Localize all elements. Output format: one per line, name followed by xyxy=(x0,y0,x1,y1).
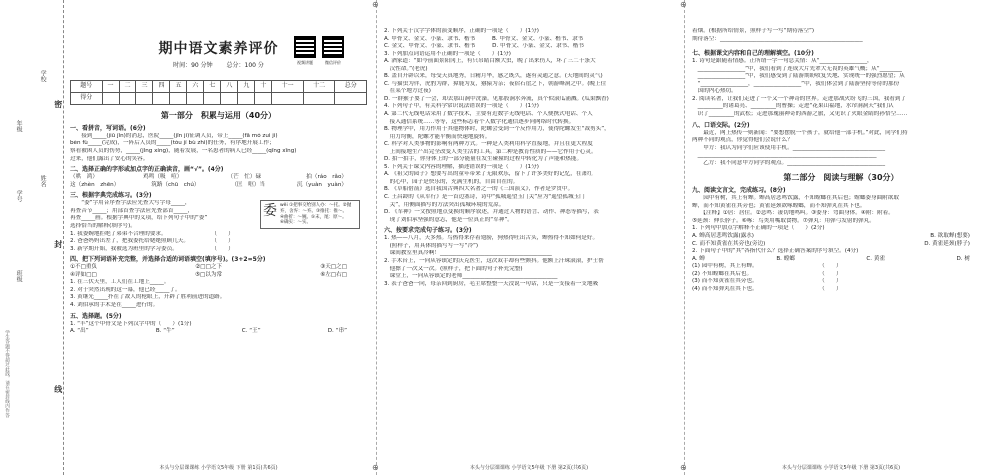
score-input-cell[interactable] xyxy=(221,93,238,105)
score-cell: 得分 xyxy=(71,93,103,105)
question-line: 的心中，园子是快乐的，充满生机的，自由自在的。 xyxy=(384,178,519,185)
exam-title: 期中语文素养评价 xyxy=(158,41,279,57)
section-8-body xyxy=(692,130,990,168)
question-line: A. 甲骨文、金文、小篆、隶书、楷书 B. 甲骨文、金文、小篆、楷书、隶书 xyxy=(384,35,584,42)
question-line: B. 盖自开辟以来，每受天真地秀，日精月华，感之既久，遂有灵通之意。(天地间的灵气) xyxy=(384,73,603,80)
question-line: C. 科学对人类事物的影响有两种方式。一种是人类利用科学直接地，并且在更大程度 xyxy=(384,141,593,148)
score-input-cell[interactable] xyxy=(335,93,367,105)
seal-char-xian: 线 xyxy=(53,385,63,393)
question-line: 用力均衡，陀螺才能平衡而快速地旋转。 xyxy=(384,133,491,140)
question-line: 3. 下列加点词语运用不正确的一项是（ ）(1分) xyxy=(384,50,511,57)
exam-header xyxy=(70,40,367,78)
score-input-cell[interactable] xyxy=(187,93,204,105)
choice-option[interactable]: B. “牛” xyxy=(155,328,175,335)
qr-code-wechat[interactable] xyxy=(322,36,344,58)
question-options xyxy=(692,241,990,249)
section-8-line: 乙方：我不同意甲方同学的观点。___________________________________ xyxy=(692,159,885,166)
page-footer: 本头与分层课课练 小学语文5年级 下册 第3页(共6页) xyxy=(781,465,901,472)
margin-label-school: 学校 xyxy=(39,70,47,82)
idiom-blank[interactable]: ①不□重负 xyxy=(70,264,98,271)
passage-line: 【注释】①居：居住。②悲鸣：凄切地鸣叫。③委身：弯曲身体。④附：附着。 xyxy=(692,210,894,217)
score-input-cell[interactable] xyxy=(204,93,221,105)
section-4-words xyxy=(70,272,367,280)
qr-code-video[interactable] xyxy=(294,36,316,58)
seal-char-feng: 封 xyxy=(53,240,63,248)
section-4-item: 2. 对于突然出现的这一幕，他已经_____了。 xyxy=(70,286,181,293)
question-line: A. 《祖父的园子》想要写出的童年带来了无限欢乐，留下了许多美好的记忆，在萧红 xyxy=(384,171,593,178)
question-line: 关”，用侧面描写的方法突出孤城环境的荒凉。 xyxy=(384,201,505,208)
idiom-blank[interactable]: ⑥左□右□ xyxy=(320,271,347,278)
section-8-line: 甲方：我认为同学们应该使用手机。_________________________________ xyxy=(692,144,885,151)
passage-line: 园中有树，其上有蝉。蝉高居悲鸣饮露，不知螳螂在其后也；螳螂委身曲附欲取 xyxy=(692,195,899,202)
seal-char-mi: 密 xyxy=(53,100,63,108)
choice-option[interactable]: 鸡鸣（吸 喧） xyxy=(143,174,183,181)
choice-option[interactable]: D. “串” xyxy=(327,328,347,335)
passage-line: ⑤延颈：伸长脖子。⑥啄：鸟类用嘴取食物。⑦弹丸：用弹弓发射的弹丸。 xyxy=(692,217,875,224)
choice-option[interactable]: A. “出” xyxy=(70,328,89,335)
section-6-line: 2. 手术台上，一向从容镇定的沃克医生，这次双手却有些颤抖。他额上汗珠滚滚，护士帮 xyxy=(384,257,604,264)
question-subitem: (3) 而不知黄雀在其旁也。 （ ） xyxy=(692,278,842,285)
score-input-cell[interactable] xyxy=(303,93,335,105)
score-input-cell[interactable] xyxy=(119,93,136,105)
section-7-line: _________________”中，我们感受到了陆游期盼收复失地、实现统一的强烈愿望；从 xyxy=(692,73,905,80)
question-stem: 1. 下列句中加点字解释不正确的一项是（ ）(2分) xyxy=(692,225,825,232)
binding-margin xyxy=(0,0,64,475)
section-6-line: (照样子，用具体的描写写一写“冷”) xyxy=(384,242,479,249)
question-stem: 1. “丰”这个甲骨文是下列汉字中的（ ）(1分) xyxy=(70,320,192,327)
choice-option[interactable]: （匡 哐）当 xyxy=(231,181,266,188)
margin-label-id: 学号 xyxy=(15,190,23,202)
score-input-cell[interactable] xyxy=(238,93,255,105)
score-cell: 二 xyxy=(119,81,136,93)
section-2-options xyxy=(70,182,367,190)
question-line: D. 一群猴子耍了一会，却去那山涧中洗澡。见那股涧水奔流，真个似滚瓜涌溅。(瓜果飘香) xyxy=(384,95,609,102)
choice-option[interactable]: B. 螳螂 xyxy=(776,255,795,262)
dictionary-entry-box xyxy=(260,200,360,229)
score-cell: 九 xyxy=(238,81,255,93)
score-cell: 十 xyxy=(255,81,272,93)
crop-mark: ⊕ xyxy=(680,463,687,472)
section-3-line: 选择恰当的解释(填序号)。 xyxy=(70,223,136,229)
choice-option[interactable]: B. 欲取蝉(想要) xyxy=(930,233,970,240)
section-7-line: _________________”中，我们看到了连成大片先辈大无畏的英雄气概；从“________ xyxy=(692,65,902,72)
score-input-cell[interactable] xyxy=(102,93,119,105)
margin-label-grade: 年级 xyxy=(15,120,23,132)
section-1-line: 察看被困人员的伤势，_____(jǐng xíng)，随着发展，一名患者的病人已经_____(qīng xīng) xyxy=(70,147,297,154)
question-line: 4. 下列句子中，有关科学常识说法错误的一项是（ ）(1分) xyxy=(384,103,539,110)
section-7-body xyxy=(692,58,990,118)
section-8-line: 两种不同的观点，你觉得他们会说什么？ xyxy=(692,137,793,144)
score-input-cell[interactable] xyxy=(153,93,170,105)
choice-option[interactable]: 沉（yuàn yuàn） xyxy=(296,181,347,188)
question-line: 5. 下列关于课文内容的理解，描述错误的一项是（ ）(1分) xyxy=(384,163,539,170)
question-line: 在某个地方过夜) xyxy=(384,88,431,95)
score-cell: 八 xyxy=(221,81,238,93)
choice-option[interactable]: （芒 忙）碌 xyxy=(227,174,262,181)
score-cell: 题号 xyxy=(71,81,103,93)
section-3-line: 再查_____画。根据字典中的义项，给下列句子中的“委” xyxy=(70,215,208,222)
question-subitem: (1) 园中有树，其上有蝉。 （ ） xyxy=(692,263,842,270)
continued-line: 着烟。(根据所给情景，照样子写一写“期待落空”) xyxy=(692,28,815,34)
question-subitem: (4) 而不知弹丸在其下也。 （ ） xyxy=(692,285,842,292)
qr-label-video: 视频讲题 xyxy=(297,60,313,65)
score-table xyxy=(70,80,367,105)
section-7-line: 1. 诗句是跟随着情感。正所谓一字一句总关情：从“_________________， xyxy=(692,58,873,65)
part-one-heading: 第一部分 积累与运用（40分） xyxy=(160,111,277,120)
crop-mark: ⊕ xyxy=(372,463,379,472)
question-line: D. 拍一拍手，你身体上的一部分能量在发生碰撞的过程中转化为了声能和热能。 xyxy=(384,156,583,163)
page-1 xyxy=(66,0,371,475)
page-2 xyxy=(380,0,678,475)
passage-line: 蝉，而不知黄雀在其旁也；黄雀延颈欲啄螳螂，而不知弹丸在其下也。 xyxy=(692,202,866,209)
question-line: 上间接地生产出完全改变人类生活的工具。第二种是教育性质的——它作用于心灵。 xyxy=(384,148,597,155)
idiom-blank[interactable]: ④评如□□ xyxy=(70,271,97,278)
question-line: 2. 下列关于汉字字体的演变顺序，正确的一项是（ ）(1分) xyxy=(384,28,539,34)
idiom-blank[interactable]: ⑤□以为常 xyxy=(194,271,223,278)
score-cell: 七 xyxy=(204,81,221,93)
margin-label-name: 姓名 xyxy=(39,175,47,187)
part-two-heading: 第二部分 阅读与理解（30分） xyxy=(783,173,899,183)
dictionary-sense: ⑥确实：～实。 xyxy=(280,220,312,226)
choice-option[interactable]: 筑路（chū chú） xyxy=(151,181,200,188)
page-footer: 本头与分层课课练 小学语文5年级 下册 第2页(共6页) xyxy=(469,465,589,472)
section-4-item: 3. 黄继光_____扑在了敌人的枪眼上，开辟了胜利前进的道路。 xyxy=(70,294,226,301)
dictionary-sense: ④曲折：～婉。⑤末，尾：原～。 xyxy=(280,214,347,220)
fold-line-right xyxy=(684,0,685,475)
answer-line[interactable]: 期待落空：___________________________________________________ xyxy=(692,35,863,42)
choice-option[interactable]: C. 而不知黄雀在其旁也(旁边) xyxy=(692,240,766,247)
question-options xyxy=(692,256,990,264)
section-4-item: 1. 在三伏天里，工人们在工地上_____。 xyxy=(70,279,170,286)
score-input-cell[interactable] xyxy=(170,93,187,105)
question-line: A. 酒家道：“如今前面景阳冈上，有只吊睛白额大虫，晚了出来伤人，坏了三二十条大 xyxy=(384,58,596,65)
question-line: 汉性命。”(老虎) xyxy=(384,65,428,72)
section-2-title: 二、选择正确的字形或加点字的正确读音，画“√”。(4分) xyxy=(70,166,224,174)
question-list xyxy=(384,28,674,224)
section-7-line: 识了_________的武松；走进那瑰丽神奇的西游之旅，又见识了火眼金睛的孙悟空…… xyxy=(692,111,908,118)
choice-option[interactable]: A. 蝉高居悲鸣饮露(露水) xyxy=(692,233,754,240)
section-6-body xyxy=(384,235,674,288)
page-3 xyxy=(688,0,994,475)
section-7-line: 2. 阅读名著，让我们走进了一个又一个神奇的世界。走进那战火纷飞的三国，我看到了 xyxy=(692,95,907,102)
question-line: 现了刘伯承坚强的意志，他是一位真正的“军神”。 xyxy=(384,216,513,223)
idiom-blank[interactable]: ②□□之下 xyxy=(195,264,223,271)
choice-option[interactable]: 拍（ráo rǎo） xyxy=(306,174,347,181)
question-stem: 2. 下面句子中的“其”各指代什么？选择正确答案的序号填空。(4分) xyxy=(692,248,859,255)
section-1-line: bèn fù_____(完成)，一阵后人员的_____(tóu jí bù zhì)的任务，有序地开展工作； xyxy=(70,140,275,147)
exam-time: 时间：90 分钟 xyxy=(173,61,213,69)
section-1-line: 过来，他们露出了安心的笑容。 xyxy=(70,155,149,162)
margin-label-class: 班级 xyxy=(15,270,23,282)
score-cell: 六 xyxy=(187,81,204,93)
section-6-title: 六、按要求完成句子练习。(3分) xyxy=(384,227,472,235)
section-3-item: 3. 新学期开始，我被选为班里的学习委员。 （ ） xyxy=(70,245,234,252)
score-cell: 五 xyxy=(170,81,187,93)
score-cell: 一 xyxy=(102,81,119,93)
section-8-line: 最近，网上热传一则新闻：“要想摆脱一个孩子，就给他一部手机。”对此，同学们持 xyxy=(692,129,908,136)
section-3-line: “委”字用音序查字法应先查大写字母_____， xyxy=(70,200,191,207)
dictionary-sense: 弃，舍弃：～弃。③推托：推～。 xyxy=(280,208,348,214)
qr-label-wechat: 微信评价 xyxy=(325,60,341,65)
section-3-body xyxy=(70,200,367,230)
question-line: A. 第二代无线电话采用了数字技术，主要有近数字无线电话、个人便携式电话、个人 xyxy=(384,111,593,118)
choice-option[interactable]: D. 黄雀延颈(脖子) xyxy=(924,240,970,247)
section-1-title: 一、看拼音，写词语。(6分) xyxy=(70,124,146,132)
score-table-score-row xyxy=(71,93,367,105)
page-footer: 本头与分层课课练 小学语文5年级 下册 第1页(共6页) xyxy=(159,465,278,472)
section-3-item: 1. 我委婉地拒绝了弟弟不合理的要求。 （ ） xyxy=(70,230,234,237)
exam-total-score: 总分：100 分 xyxy=(226,61,264,69)
section-4-item: 4. 刘伯承的手术是在_____进行的。 xyxy=(70,302,159,309)
choice-option[interactable]: A. 蝉 xyxy=(692,255,705,262)
score-input-cell[interactable] xyxy=(255,93,272,105)
section-6-line: 课间教室里真冷啊！________________________________________ xyxy=(384,250,552,257)
section-3-line: 再查音节_____；用部首查字法应先查部首_____， xyxy=(70,207,194,214)
section-6-line: 他擦了一次又一次。(照样子，把下面的句子补充完整) xyxy=(384,265,523,272)
section-6-line: 1. 热——八月，天多热。鸟热得来存着翅膀，狗热得吐出舌头，蝉热得不知如何是好。 xyxy=(384,235,599,242)
score-cell: 十二 xyxy=(303,81,335,93)
score-table-header-row xyxy=(71,81,367,93)
question-line: C. 王昌龄的《从军行》是一首边塞诗，诗中“孤城遥望玉门关”应为“遥望孤城玉门 xyxy=(384,194,585,201)
question-options xyxy=(70,328,367,336)
seal-notice: 学生答题不得超过此线，请在密封线内作答 xyxy=(4,330,10,418)
section-8-line: ________________________________________________________________ xyxy=(692,152,877,159)
section-7-line: 国的内心热切。 xyxy=(692,88,737,95)
crop-mark: ⊕ xyxy=(372,0,379,9)
score-cell: 四 xyxy=(153,81,170,93)
crop-mark: ⊕ xyxy=(680,0,687,9)
question-line: B. 《草船借箭》选自我国古典四大名著之一的《三国演义》，作者是罗贯中。 xyxy=(384,186,574,193)
section-3-title: 三、根据字典完成练习。(3分) xyxy=(70,192,152,200)
question-line: C. 与猫虫为伴，虎豹为群，獐鹿为友，猕猿为亲；夜宿石崖之下，朝游峰洞之中。(晚上住 xyxy=(384,80,607,87)
section-3-item: 2. 爸爸妈妈出差了，把我委托给姥姥照顾几天。 （ ） xyxy=(70,238,234,245)
fold-line-left xyxy=(376,0,377,475)
score-input-cell[interactable] xyxy=(272,93,304,105)
question-subitem: (2) 不知螳螂在其后也。 （ ） xyxy=(692,270,842,277)
section-2-options xyxy=(70,174,367,182)
section-5-title: 五、选择题。(5分) xyxy=(70,312,122,320)
passage-text xyxy=(692,195,990,225)
score-cell: 三 xyxy=(136,81,153,93)
section-7-line: _________的诸葛亮、_________的曹操；走进“花果山福地，水帘洞洞天”我们认 xyxy=(692,103,894,110)
question-line: C. 金文、甲骨文、小篆、隶书、楷书 D. 甲骨文、小篆、金文、隶书、楷书 xyxy=(384,43,584,50)
question-line: D. 《军神》一文按照地点变换的顺序叙述，并通过人物的语言、动作、神态等描写，表 xyxy=(384,209,599,216)
score-input-cell[interactable] xyxy=(136,93,153,105)
choice-option[interactable]: （哄 鸿） xyxy=(70,174,98,181)
choice-option[interactable]: C. “王” xyxy=(241,328,261,335)
question-line: 接入通信系统……等等，这些标志着个人数字化通信逐步向网络时代转换。 xyxy=(384,118,575,125)
question-line: B. 物理学中，用力作用于其他物体时，陀螺会受到一个反作用力，使得陀螺发生“裁剪头”， xyxy=(384,126,610,133)
section-6-line: 课堂上，一向从容镇定的老师__________________________________ xyxy=(384,273,558,280)
score-cell: 十一 xyxy=(272,81,304,93)
dictionary-headword: 委 xyxy=(263,203,277,220)
question-options xyxy=(692,233,990,241)
section-6-line: 3. 表子爸爸一向，母亲回到厨房，毛主席整整一天没说一句话，只是一支接着一支地吸 xyxy=(384,280,599,287)
section-7-line: “_________________，_________________”中，我们体会到了陆游坚持等待的那份 xyxy=(692,80,900,87)
section-4-title: 四、把下列词语补充完整，并选择合适的词语填空(填序号)。(3+2=5分) xyxy=(70,256,266,264)
section-1-line: 接到_____(jiū jǐn)的消息，医院_____(jǐn jí)征调人员，带上_____(fā mó zuì jì) xyxy=(70,132,278,139)
score-cell: 总分 xyxy=(335,81,367,93)
section-7-title: 七、根据课文内容和自己的理解填空。(10分) xyxy=(692,50,814,58)
section-8-title: 八、口语交际。(2分) xyxy=(692,121,750,129)
choice-option[interactable]: D. 树 xyxy=(956,255,970,262)
section-9-title: 九、阅读文言文，完成练习。(8分) xyxy=(692,187,786,195)
idiom-blank[interactable]: ③天□之□ xyxy=(320,264,347,271)
question-subitems xyxy=(692,263,990,293)
choice-option[interactable]: 这（zhèn zhēn） xyxy=(70,181,120,188)
choice-option[interactable]: C. 黄雀 xyxy=(866,255,886,262)
section-4-words xyxy=(70,264,367,272)
dictionary-sense: wěi ①把事交给别人办：～托。②抛 xyxy=(280,203,352,209)
